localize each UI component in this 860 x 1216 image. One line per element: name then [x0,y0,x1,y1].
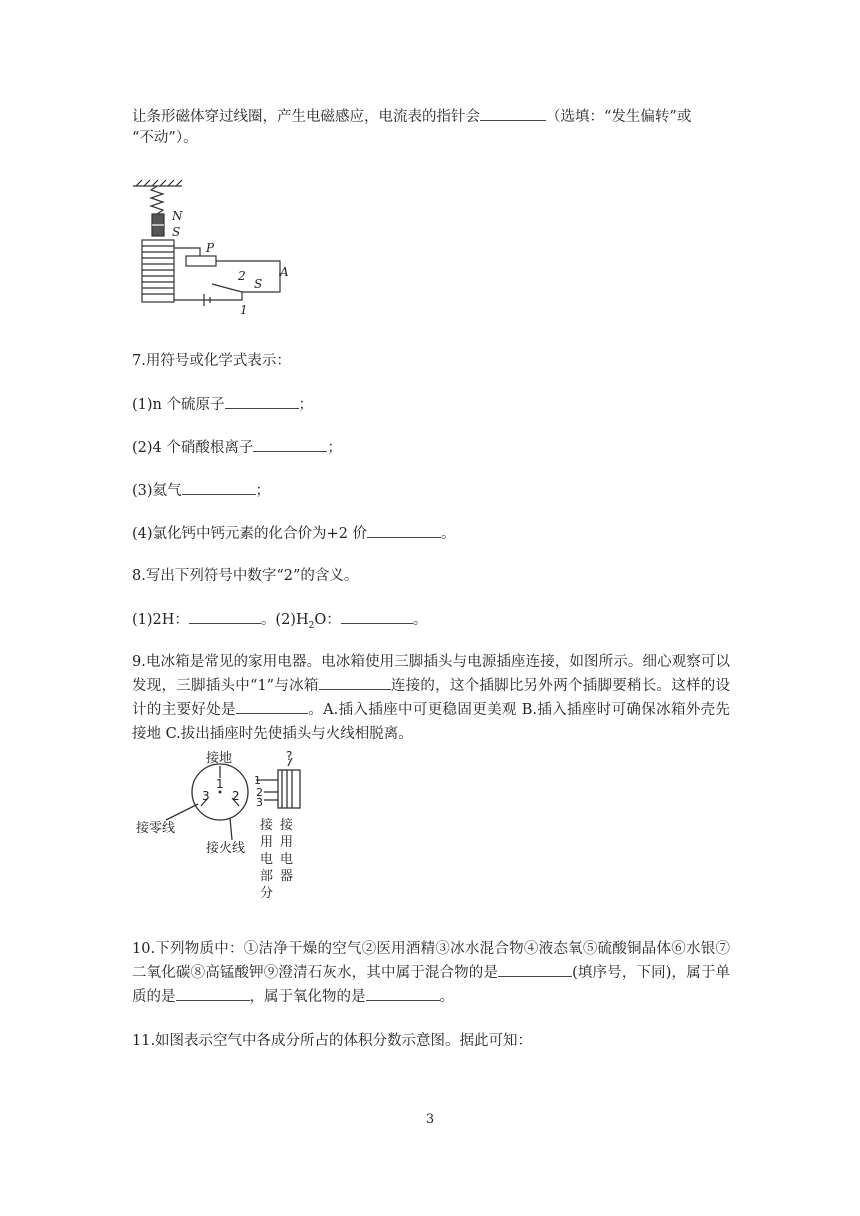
label-pin-2: 2 [232,789,240,803]
label-side-1: 1 [254,774,261,787]
answer-blank[interactable] [366,986,440,1001]
three-pin-socket-figure [130,748,330,913]
slider-wire [174,248,200,256]
answer-blank[interactable] [176,986,250,1001]
ceiling-hatch [136,180,182,186]
neutral-leader [166,804,198,820]
answer-blank[interactable] [253,437,327,452]
q11-text: 11.如图表示空气中各成分所占的体积分数示意图。据此可知： [132,1033,533,1049]
q10-text: 10.下列物质中：①洁净干燥的空气②医用酒精③冰水混合物④液态氧⑤硫酸铜晶体⑥水银⑦二氧化碳⑧高锰酸钾⑨澄清石灰水，其中属于混合物的是 (填序号，下同)，属于单质的是 ，属于氧化物的是 。 [132,941,730,1005]
q7-item-4: (4)氯化钙中钙元素的化合价为+2 价 。 [132,523,456,544]
label-a-ammeter: A [280,265,289,279]
answer-blank[interactable] [319,675,391,690]
label-neutral: 接零线 [136,821,176,836]
q6-line-2: “不动”）。 [132,130,198,146]
answer-blank[interactable] [182,480,256,495]
live-leader [230,818,232,840]
label-p: P [206,241,215,255]
q9-text: 9.电冰箱是常见的家用电器。电冰箱使用三脚插头与电源插座连接，如图所示。细心观察可以发现，三脚插头中“1”与冰箱 连接的，这个插脚比另外两个插脚要稍长。这样的设计的主要好处是 。A.插入插座中可更稳固更美观 B.插入插座时可确保冰箱外壳先接地 C.拔出插座时先使插头与火线相脱离。 [132,654,731,742]
coil [142,240,174,302]
answer-blank[interactable] [236,699,308,714]
label-pin-1: 1 [216,777,224,791]
label-n: N [172,209,183,223]
label-terminal-1: 1 [240,303,248,317]
spring-icon [151,186,163,214]
q6-line-1: 让条形磁体穿过线圈，产生电磁感应，电流表的指针会 （选填：“发生偏转”或 [132,106,691,127]
answer-blank[interactable] [480,106,546,121]
label-live: 接火线 [206,841,246,856]
q8-title: 8.写出下列符号中数字“2”的含义。 [132,568,359,584]
q8-items: (1)2H： 。$(2)H_2O$： 。 [132,609,427,636]
plug-body [278,770,300,808]
label-terminal-2: 2 [238,269,246,283]
label-pin-3: 3 [202,789,210,803]
answer-blank[interactable] [367,523,441,538]
circuit-wire-bottom [174,292,242,300]
q7-item-1: (1)n 个硫原子 ； [132,394,313,415]
coil-windings [142,246,174,294]
label-s-magnet: S [172,225,181,239]
label-connect-appliance-part: 接用电部分 [260,818,274,901]
answer-blank[interactable] [498,962,572,977]
label-question: ? [286,749,293,763]
q7-item-2: (2)4 个硝酸根离子 ； [132,437,342,458]
label-side-3: 3 [256,796,263,809]
page-number: 3 [425,1112,435,1127]
label-side-2: 2 [256,786,263,799]
q7-item-3: (3)氦气 ； [132,480,270,501]
label-ground: 接地 [206,751,233,766]
q7-title: 7.用符号或化学式表示： [132,353,291,369]
answer-blank[interactable] [341,609,413,624]
answer-blank[interactable] [225,394,299,409]
label-connect-appliance: 接用电器 [280,818,294,884]
electromagnet-circuit-figure [130,180,300,320]
switch-arm [212,284,242,292]
answer-blank[interactable] [189,609,261,624]
rheostat [186,256,216,266]
label-s-switch: S [254,277,263,291]
